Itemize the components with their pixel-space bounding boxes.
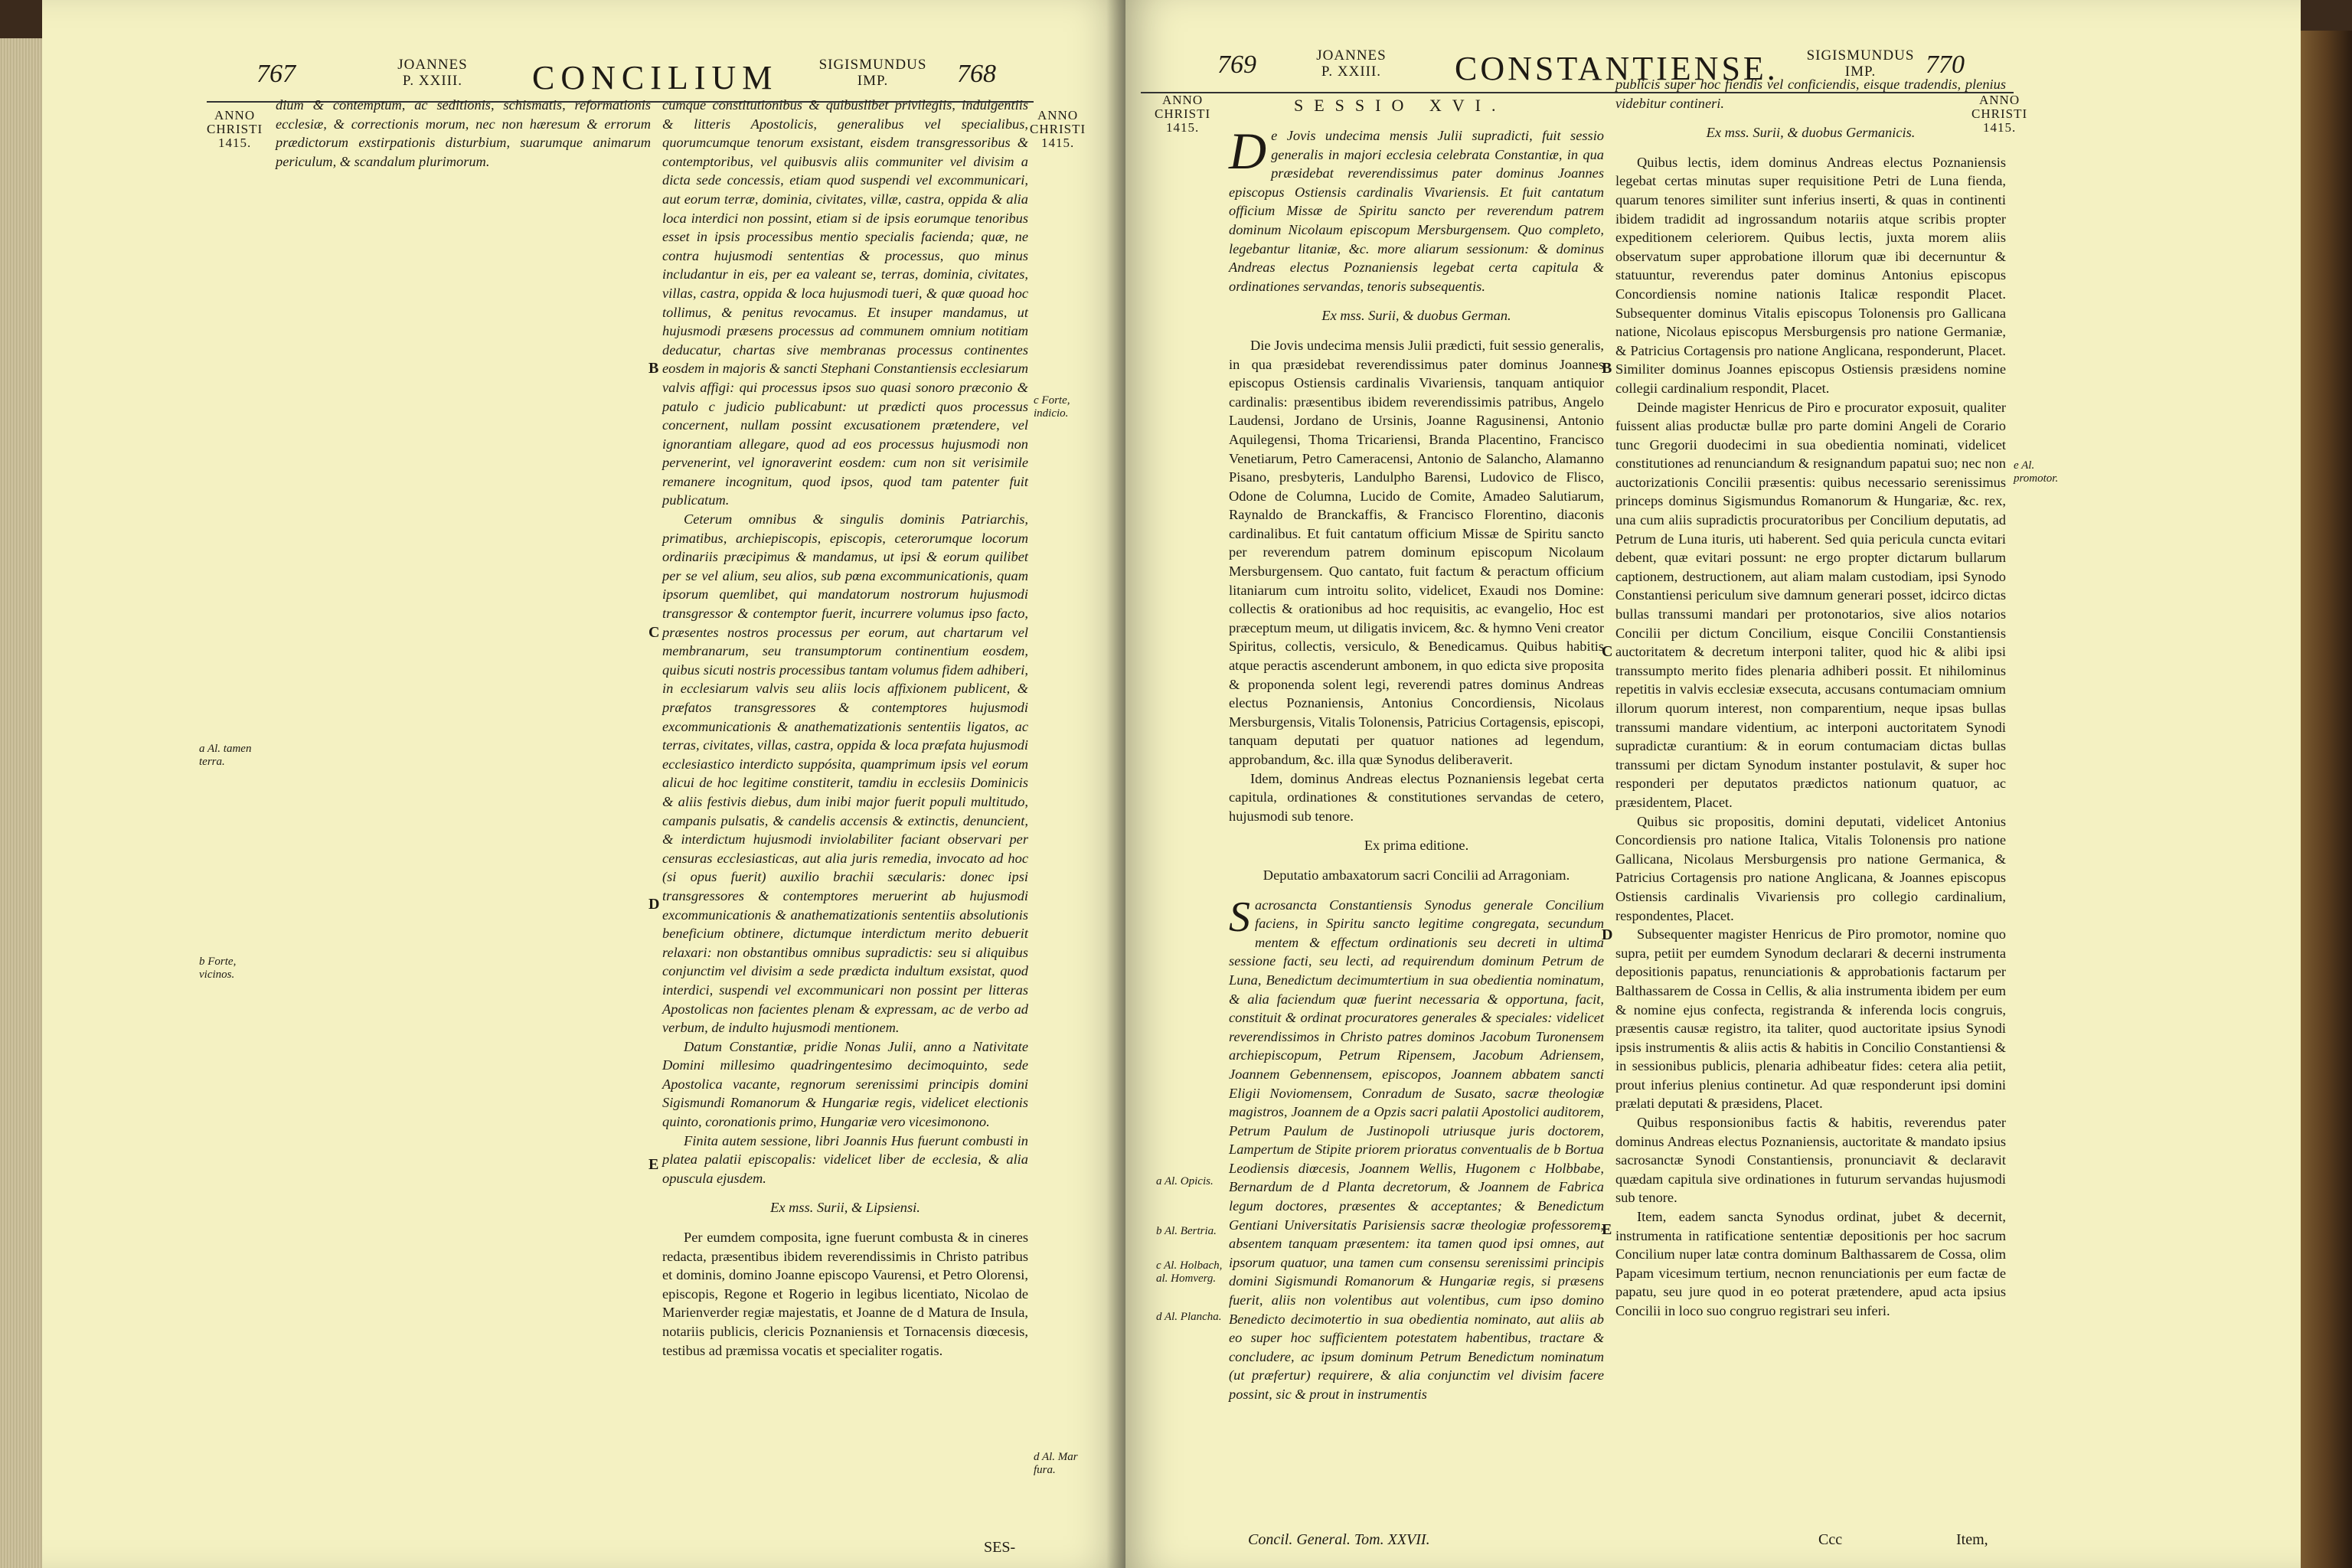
running-header-left: [42, 54, 1125, 100]
header-pope-name: JOANNES: [1316, 47, 1387, 64]
paragraph: Die Jovis undecima mensis Julii prædicti, fuit sessio generalis, in qua præsidebat reverendissimus pater dominus Joannes episcopus Ostiensis cardinalis Vivariensis, tanquam antiquior cardinalis: præsentibus ibidem reverendissimis patribus, Angelo Laudensi, Jordano de Ursinis, Joanne Ragusinensi, Antonio Aquilegensi, Thoma Tricariensi, Branda Placentino, Francisco Venetiarum, Petro Cameracensi, Antonio de Salancho, Alamanno Pisano, presbyteris, Landulpho Barensi, Ludovico de Flisco, Odone de Columna, Lucido de Comite, Amadeo Salutiarum, Raynaldo de Branckaffis, & Francisco Florentino, diaconis cardinalibus. Et fuit cantatum officium Missæ de Spiritu sancto per reverendum patrem dominum episcopum Nicolaum Mersburgensem. Quo cantato, fuit factum & peractum officium litaniarum cum introitu solito, videlicet, Exaudi nos Domine: collectis & orationibus ad hoc requisitis, ac evangelio, Hoc est præceptum meum, ut diligatis invicem, &c. & hymno Veni creator Spiritus, collectis, versiculo, & Benedicamus. Quibus habitis atque peractis ascenderunt ambonem, in quo edicta sive proposita & proponenda solent legi, reverendi patres dominus Andreas electus Poznaniensis, Antonius Concordiensis, Nicolaus Mersburgensis, Vitalis Tolonensis, Patricius Cortagensis, episcopi, tanquam deputati per quatuor nationes ad legendum, approbandum, &c. illa quæ Synodus deliberaverit.: [1229, 337, 1604, 767]
year-label: 1415.: [217, 136, 252, 150]
year-label: 1415.: [1165, 120, 1200, 135]
section-letter: B: [648, 360, 659, 377]
paragraph: [1229, 893, 1604, 1404]
anno-label: ANNO: [1979, 93, 2020, 107]
header-emperor-name: SIGISMUNDUS: [818, 57, 927, 73]
header-pope-number: P. XXIII.: [1321, 64, 1382, 80]
margin-note-a: a Al. Opicis.: [1156, 1175, 1214, 1187]
right-page: [1125, 0, 2301, 1568]
year-label: 1415.: [1040, 136, 1075, 150]
margin-note-c: c Forte, indicio.: [1034, 394, 1070, 420]
source-heading: Ex prima editione.: [1364, 838, 1469, 854]
drop-cap-d: D: [1229, 122, 1267, 180]
christi-label: CHRISTI: [1030, 122, 1086, 136]
header-title: CONCILIUM: [532, 59, 779, 96]
header-pope-number: P. XXIII.: [402, 73, 463, 89]
left-page-column-2: [662, 96, 1028, 1360]
paragraph: Idem, dominus Andreas electus Poznaniensis legebat certa capitula, ordinationes & constitutiones servandas de cetero, hujusmodi sub tenore.: [1229, 770, 1604, 824]
header-emperor: [808, 57, 938, 89]
catchword: Item,: [1956, 1531, 1988, 1548]
volume-footer: Concil. General. Tom. XXVII.: [1248, 1531, 1430, 1548]
paragraph: Subsequenter magister Henricus de Piro promotor, nomine quo supra, petiit per eumdem Synodum declarari & decerni instrumenta depositionis papatus, renunciationis & approbationis factarum per Balthassarem de Cossa in Cellis, & alia instrumenta ibidem per eum & nomine ejus confecta, registranda & inferenda locis congruis, præsentis causæ registro, ita taliter, quod auctoritate ipsius Synodi ipsis instrumentis & aliis actis & habitis in Concilio Constantiensi & in sessionibus publicis, plenaria adhibeatur fides: cetera alia petiit, prout inferius plenius continetur. Ad quæ responderunt ipsi domini prælati deputati & præsidens, Placet.: [1615, 926, 2006, 1112]
anno-christi-left: [1155, 93, 1210, 135]
margin-note-c: c Al. Holbach, al. Homverg.: [1156, 1259, 1223, 1285]
left-page: [42, 0, 1125, 1568]
page-number: 770: [1926, 51, 1965, 79]
paragraph: cumque constitutionibus & quibuslibet privilegiis, indulgentiis & litteris Apostolicis, generalibus vel specialibus, quorumcumque tenorum exsistant, eisdem transgressoribus & contemptoribus, vel quibusvis aliis communiter vel divisim a dicta sede concessis, etiam quod suspendi vel excommunicari, aut eorum terræ, dominia, civitates, villæ, castra, oppida & alia loca interdici non possint, etiam si de ipsis eorumque tenoribus esset in ipsis processibus mentio specialis facienda; quæ, ne contra hujusmodi sententias & processus, quo minus includantur in eis, per ea valeant se, terras, dominia, civitates, villas, castra, oppida & loca hujusmodi tueri, & quæ quoad hoc tollimus, & penitus revocamus. Et insuper mandamus, ut hujusmodi præsens processus ad communem omnium notitiam deducatur, chartas sive membranas processus continentes eosdem in majoris & sancti Stephani Constantiensis ecclesiarum valvis affigi: qui processus ipsos suo quasi sonoro præconio & patulo c judicio publicabunt: ut prædicti quos processus concernent, nullam possint excusationem prætendere, vel ignorantiam allegare, quod ad eos processus hujusmodi non pervenerint, vel ignoraverint eosdem: cum non sit verisimile remanere incognitum, quod ipsos, quod tam patenter fuit publicatum.: [662, 97, 1028, 508]
paragraph: publicis super hoc fiendis vel conficiendis, eisque tradendis, plenius videbitur contineri.: [1615, 77, 2006, 111]
paragraph: dium & contemptum, ac seditionis, schismatis, reformationis ecclesiæ, & correctionis morum, nec non hæresum & errorum prædictorum exstirpationis disturbium, suarumque animarum periculum, & scandalum plurimorum.: [276, 97, 651, 169]
session-heading: SESSIO XVI.: [1294, 96, 1507, 115]
left-page-column-1: [276, 96, 651, 171]
anno-label: ANNO: [214, 108, 256, 122]
header-pope-name: JOANNES: [397, 57, 468, 73]
header-emperor-title: IMP.: [1844, 64, 1877, 80]
header-pope: [383, 57, 482, 89]
header-pope: [1302, 47, 1401, 80]
paragraph: Item, eadem sancta Synodus ordinat, jubet & decernit, instrumenta in ratificatione sententiæ depositionis per hoc sacrum Concilium nuper latæ contra dominum Balthassarem de Cossa, olim Papam vicesimum tertium, necnon renunciationis per eum factæ de papatu, seu jure quod in eo poterat prætendere, apud acta ipsius Concilii in loco suo congruo registrari seu inferi.: [1615, 1209, 2006, 1318]
signature-mark: Ccc: [1818, 1531, 1843, 1548]
source-heading: Ex mss. Surii, & Lipsiensi.: [770, 1200, 920, 1216]
paragraph: Ceterum omnibus & singulis dominis Patriarchis, primatibus, archiepiscopis, episcopis, ceterorumque locorum ordinariis præcipimus & mandamus, ut ipsi & eorum quilibet per se vel alium, seu alios, sub pœna excommunicationis, quam ipsorum quemlibet, qui mandatorum nostrorum hujusmodi transgressor & contemptor fuerit, incurrere volumus ipso facto, præsentes nostros processus per eorum, aut chartarum vel membranarum, seu transumptorum continentium eosdem, quibus sicuti nostris processibus tantam volumus fidem adhiberi, in ecclesiarum valvis seu aliis locis affixionem publicent, & præfatos transgressores & contemptores hujusmodi excommunicationis & anathematizationis sententiis ligatos, ac terras, civitates, villas, castra, oppida & loca præfata hujusmodi ecclesiastico interdicto suppósita, quamprimum ipsis vel eorum alicui de hoc legitime constiterit, tamdiu in ecclesiis Dominicis & aliis festivis diebus, dum inibi major fuerit populi multitudo, campanis pulsatis, & candelis accensis & extinctis, denuncient, & interdictum hujusmodi inviolabiliter faciant observari per censuras ecclesiasticas, aut alia juris remedia, invocato ad hoc (si opus fuerit) auxilio brachii sæcularis: donec ipsi transgressores & contemptores meruerint ab hujusmodi excommunicationis & anathematizationis sententiis absolutionis beneficium obtinere, dictumque interdictum merito debuerit relaxari: non obstantibus omnibus supradictis: seu si aliquibus conjunctim vel divisim a sede prædicta indultum exsistat, quod interdici, suspendi vel excommunicari non possint per litteras Apostolicas non facientes plenam & expressam, ac de verbo ad verbum, de indulto hujusmodi mentionem.: [662, 511, 1028, 1036]
margin-note-b: b Forte, vicinos.: [199, 956, 237, 981]
section-letter: B: [1602, 360, 1612, 377]
paragraph: Quibus sic propositis, domini deputati, videlicet Antonius Concordiensis pro natione Italica, Vitalis Tolonensis pro natione Gallicana, Nicolaus Mersburgensis pro natione Germanica, & Patricius Cortagensis pro natione Anglicana, & Joannes episcopus Ostiensis cardinalis Vivariensis pro collegio cardinalium, respondentes, Placet.: [1615, 813, 2006, 923]
paragraph: Deinde magister Henricus de Piro e procurator exposuit, qualiter fuissent alias productæ bullæ pro parte domini Angeli de Corario tunc Gregorii duodecimi in sua obedientia nominati, videlicet constitutiones ad renunciandum & resignandum papatui suo; nec non auctorizationis Concilii præsentis: quibus necessario serenissimus princeps dominus Sigismundus Romanorum & Hungariæ, &c. rex, una cum aliis supradictis procuratoribus per Concilium deputatis, ad Petrum de Luna ituris, uti haberent. Sed quia pericula cuncta evitari debent, quæ evitari possunt: ne ergo propter dictarum bullarum captionem, destructionem, aut aliam malam custodiam, ipsi Synodo Constantiensi periculum sive damnum generari posset, idcirco dictas bullas transsumi mandari per protonotarios, sive alios notarios Concilii per dictum Concilium, eisque Concilii Constantiensis auctoritatem & decretum interponi taliter, quod hic & alibi ipsi transsumpto merito fides plenaria adhiberi possit. Et nihilominus repetitis in valvis ecclesiæ exsecuta, accusans contumaciam omnium illorum quorum interest, non comparentium, neque ipsas bullas transsumi mandare videntium, ac interponi auctoritatem Synodi supradictæ curantium: & in eorum contumaciam dictas bullas transsumi per dictam Synodum instanter postulavit, & super hoc responderi per deputatos prædictos nationum quatuor, ac præsidentem, Placet.: [1615, 399, 2006, 810]
catchword: SES-: [984, 1539, 1016, 1556]
christi-label: CHRISTI: [207, 122, 263, 136]
section-letter: D: [648, 896, 660, 913]
margin-note-d: d Al. Mar fura.: [1034, 1451, 1078, 1476]
section-letter: C: [1602, 643, 1613, 660]
page-number: 767: [256, 60, 296, 88]
paragraph: Quibus responsionibus factis & habitis, reverendus pater dominus Andreas electus Poznaniensis, auctoritate & mandato ipsius sacrosanctæ Synodi Constantiensis, pronunciavit & declaravit quædam capitula sive ordinationes in futurum servandas hujusmodi sub tenore.: [1615, 1115, 2006, 1206]
source-heading: Ex mss. Surii, & duobus Germanicis.: [1706, 125, 1916, 141]
year-label: 1415.: [1982, 120, 2017, 135]
page-number: 768: [957, 60, 996, 88]
session-intro-text: e Jovis undecima mensis Julii supradicti, fuit sessio generalis in majori ecclesia celebrata Constantiæ, in qua præsidebat reverendissimus pater dominus Joannes episcopus Ostiensis cardinalis Vivariensis. Et fuit cantatum officium Missæ de Spiritu sancto per reverendum patrem dominum Nicolaum episcopum Mersburgensem. Quo completo, legebantur litaniæ, &c. more aliarum sessionum: & dominus Andreas electus Poznaniensis legebat certa capitula & ordinationes servandas, tenoris subsequentis.: [1229, 128, 1604, 294]
margin-note-e: e Al. promotor.: [2014, 459, 2059, 485]
deputation-heading: Deputatio ambaxatorum sacri Concilii ad Arragoniam.: [1263, 867, 1570, 883]
anno-christi-right: [1030, 109, 1086, 150]
section-letter: E: [648, 1156, 659, 1173]
right-page-column-1: [1229, 122, 1604, 1404]
source-heading: Ex mss. Surii, & duobus German.: [1321, 308, 1511, 324]
christi-label: CHRISTI: [1971, 106, 2028, 121]
deputation-text: acrosancta Constantiensis Synodus generale Concilium faciens, in Spiritu sancto legitime congregata, secundum mentem & effectum ordinationis seu decreti in ultima sessione facti, seu lecti, ad requirendum dominum Petrum de Luna, Benedictum decimumtertium in sua obedientia nominatum, & alia faciendum quæ fuerint necessaria & opportuna, facit, constituit & ordinat procuratores generales & speciales: videlicet reverendissimos in Christo patres dominos Jacobum Turonensem archiepiscopum, Petrum Ripensem, Jacobum Adriensem, Joannem Gebennensem, episcopos, Joannem abbatem sancti Eligii Noviomensem, Conradum de Susato, sacræ theologiæ magistros, Joannem de a Opzis sacri palatii Apostolici auditorem, Petrum Paulum de Justinopoli utriusque juris doctorem, Lampertum de Stipite priorem prioratus conventualis de b Bortua Leodiensis diœcesis, Joannem Wellis, Hugonem c Holbbabe, Bernardum de d Planta decretorum, & Joannem de Fabrica legum doctores, præsentes & acceptantes; & Benedictum Gentiani Universitatis Parisiensis sacræ theologiæ professorem, absentem tanquam præsentem: ita tamen quod ipsi omnes, aut ipsorum quatuor, una tamen cum consensu serenissimi principis domini Sigismundi Romanorum & Hungariæ regis, si præsens fuerit, aliis non volentibus aut volentibus, cum ipso domino Benedicto decimotertio in sua obedientia nominato, aut aliis ab eo super hoc sufficientem potestatem habentibus, tractare & concludere, ac ipsum dominum Petrum Benedictum nominatum (ut præfertur) requirere, & alia conjunctim vel divisim facere possint, sic & prout in instrumentis: [1229, 897, 1604, 1402]
section-letter: E: [1602, 1221, 1612, 1238]
right-page-column-2: [1615, 75, 2006, 1321]
section-letter: C: [648, 624, 660, 641]
anno-label: ANNO: [1037, 108, 1079, 122]
christi-label: CHRISTI: [1155, 106, 1211, 121]
drop-cap-s: S: [1229, 893, 1250, 941]
paragraph: Datum Constantiæ, pridie Nonas Julii, anno a Nativitate Domini millesimo quadringentesimo decimoquinto, sede Apostolica vacante, regnorum serenissimi principis domini Sigismundi Romanorum & Hungariæ regis, videlicet electionis quinto, coronationis primo, Hungariæ vero vicesimonono.: [662, 1038, 1028, 1130]
paragraph: Finita autem sessione, libri Joannis Hus fuerunt combusti in platea palatii episcopalis: videlicet liber de ecclesia, & alia opuscula ejusdem.: [662, 1132, 1028, 1186]
paragraph: [1229, 122, 1604, 296]
paragraph: Quibus lectis, idem dominus Andreas electus Poznaniensis legebat certas minutas super requisitione Petri de Luna fienda, quarum tenores similiter sunt inferius inserti, & quas in continenti ibidem tradidit ad ingrossandum notariis atque scribis propter expeditionem celeriorem. Quibus lectis, juxta morem aliis observatum super approbatione illorum quæ ibi decernuntur & statuuntur, reverendus pater dominus Antonius episcopus Concordiensis nomine nationis Italicæ respondit Placet. Subsequenter dominus Vitalis episcopus Tolonensis pro Gallicana natione, Nicolaus episcopus Mersburgensis pro natione Germaniæ, & Patricius Cortagensis pro natione Anglicana, responderunt, Placet. Similiter dominus Joannes episcopus Ostiensis præsidens nomine collegii cardinalium respondit, Placet.: [1615, 154, 2006, 396]
margin-note-d: d Al. Plancha.: [1156, 1311, 1222, 1323]
margin-note-a: a Al. tamen terra.: [199, 743, 252, 768]
anno-label: ANNO: [1162, 93, 1204, 107]
paragraph: Per eumdem composita, igne fuerunt combusta & in cineres redacta, præsentibus ibidem reverendissimis in Christo patribus et dominis, domino Joanne episcopo Vaurensi, et Petro Olorensi, episcopis, Regone et Rogerio in legibus licentiato, Nicolao de Marienverder regiæ majestatis, et Joanne de d Matura de Insula, notariis publicis, clericis Poznaniensis et Tornacensis diœcesis, testibus ad præmissa vocatis et specialiter rogatis.: [662, 1230, 1028, 1358]
anno-christi-left: [207, 109, 263, 150]
margin-note-b: b Al. Bertria.: [1156, 1225, 1217, 1237]
header-emperor-name: SIGISMUNDUS: [1806, 47, 1915, 64]
header-emperor-title: IMP.: [857, 73, 889, 89]
page-number: 769: [1217, 51, 1256, 79]
section-letter: D: [1602, 926, 1613, 943]
header-title: CONSTANTIENSE.: [1455, 50, 1779, 87]
